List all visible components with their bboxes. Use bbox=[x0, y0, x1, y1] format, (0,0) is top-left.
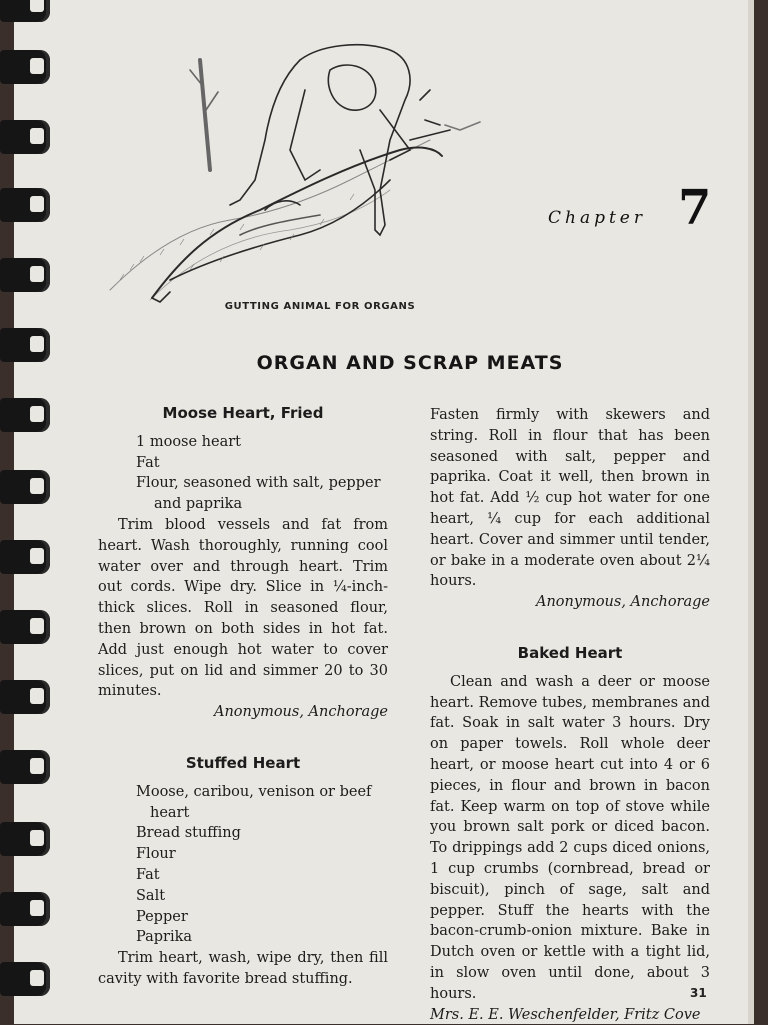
binding-ring bbox=[0, 680, 50, 714]
chapter-label: Chapter bbox=[548, 208, 646, 228]
right-column bbox=[430, 405, 710, 1025]
illustration-caption: GUTTING ANIMAL FOR ORGANS bbox=[224, 301, 416, 312]
ingredient-item: and paprika bbox=[154, 496, 243, 513]
ingredient-item: Fat bbox=[136, 454, 160, 471]
ingredient-item: Fat bbox=[136, 866, 160, 883]
binding-ring bbox=[0, 750, 50, 784]
ingredient-item: Flour bbox=[136, 846, 176, 863]
chapter-number: 7 bbox=[678, 180, 712, 236]
recipe-attribution: Anonymous, Anchorage bbox=[214, 704, 388, 721]
page-edge bbox=[748, 0, 754, 1024]
binding-ring bbox=[0, 540, 50, 574]
ingredient-item: heart bbox=[150, 804, 190, 821]
recipe-directions: Clean and wash a deer or moose heart. Remove tubes, membranes and fat. Soak in salt water 3 hours. Dry on paper towels. Roll whole deer heart, or moose heart cut into 4 or 6 pieces, in flour and brown in bacon fat. Keep warm on top of stove while you brown salt pork or diced bacon. To drippings add 2 cups diced onions, 1 cup crumbs (cornbread, bread or biscuit), pinch of sage, salt and pepper. Stuff the hearts with the bacon-crumb-onion mixture. Bake in Dutch oven or kettle with a tight lid, in slow oven until done, about 3 hours. bbox=[430, 673, 710, 1002]
binding-ring bbox=[0, 610, 50, 644]
ingredient-item: Moose, caribou, venison or beef bbox=[136, 783, 372, 800]
ingredient-item: Salt bbox=[136, 887, 166, 904]
recipe-attribution: Mrs. E. E. Weschenfelder, Fritz Cove bbox=[430, 1006, 701, 1023]
binding-ring bbox=[0, 258, 50, 292]
page-title: ORGAN AND SCRAP MEATS bbox=[256, 352, 564, 374]
ingredient-item: Pepper bbox=[136, 908, 188, 925]
page-number: 31 bbox=[690, 986, 707, 1000]
hunter-illustration bbox=[90, 30, 500, 320]
recipe-directions-continued: Fasten firmly with skewers and string. Roll in flour that has been seasoned with salt, pepper and paprika. Coat it well, then brown in hot fat. Add ½ cup hot water for one heart, ¼ cup for each additional heart. Cover and simmer until tender, or bake in a moderate oven about 2¼ hours. bbox=[430, 407, 710, 590]
binding-ring bbox=[0, 328, 50, 362]
ingredient-item: Flour, seasoned with salt, pepper bbox=[136, 475, 381, 492]
recipe-heading-stuffed-heart: Stuffed Heart bbox=[185, 753, 301, 772]
binding-ring bbox=[0, 470, 50, 504]
ingredient-item: 1 moose heart bbox=[136, 433, 241, 450]
ingredient-item: Bread stuffing bbox=[136, 825, 241, 842]
binding-ring bbox=[0, 188, 50, 222]
recipe-heading-moose-heart: Moose Heart, Fried bbox=[162, 404, 324, 422]
binding-ring bbox=[0, 892, 50, 926]
ingredient-item: Paprika bbox=[136, 929, 193, 946]
recipe-attribution: Anonymous, Anchorage bbox=[536, 594, 710, 611]
left-column bbox=[98, 403, 388, 990]
binding-ring bbox=[0, 398, 50, 432]
spiral-binding bbox=[0, 0, 60, 1024]
recipe-directions: Trim blood vessels and fat from heart. Wash thoroughly, running cool water over and through heart. Trim out cords. Wipe dry. Slice in ¼-inch-thick slices. Roll in seasoned flour, then brown on both sides in hot fat. Add just enough hot water to cover slices, put on lid and simmer 20 to 30 minutes. bbox=[98, 516, 388, 700]
recipe-directions: Trim heart, wash, wipe dry, then fill cavity with favorite bread stuffing. bbox=[98, 950, 388, 987]
binding-ring bbox=[0, 50, 50, 84]
recipe-heading-baked-heart: Baked Heart bbox=[517, 643, 623, 662]
binding-ring bbox=[0, 0, 50, 22]
binding-ring bbox=[0, 120, 50, 154]
binding-ring bbox=[0, 962, 50, 996]
binding-ring bbox=[0, 822, 50, 856]
